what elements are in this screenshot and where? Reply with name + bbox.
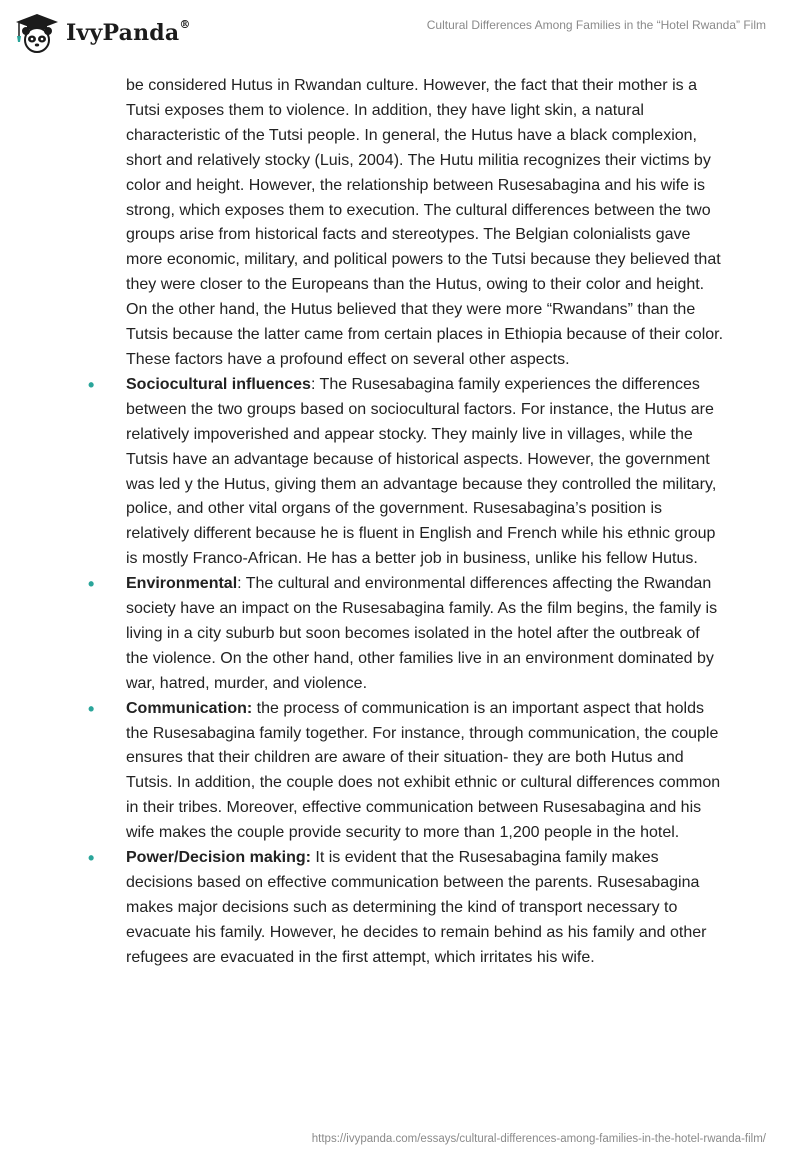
document-title: Cultural Differences Among Families in the “Hotel Rwanda” Film [426,18,766,32]
bullet-term: Environmental [126,575,238,593]
essay-content [88,74,726,971]
bullet-icon: • [88,374,95,395]
list-item [88,697,726,846]
page-header [0,0,800,70]
registered-mark: ® [179,18,191,31]
brand-text: IvyPanda [66,20,180,46]
bullet-list [88,373,726,971]
bullet-term: Communication: [126,699,253,717]
bullet-term: Sociocultural influences [126,375,311,393]
bullet-icon: • [88,574,95,595]
brand-name [66,20,191,46]
panda-graduate-icon [14,12,60,54]
bullet-icon: • [88,698,95,719]
bullet-text: : The cultural and environmental differences affecting the Rwandan society have an impact on the Rusesabagina family. As the film begins, the family is living in a city suburb but soon becomes isolated in the hotel after the outbreak of the violence. On the other hand, other families live in an environment dominated by war, hatred, murder, and violence. [126,575,718,692]
bullet-text: the process of communication is an important aspect that holds the Rusesabagina family together. For instance, through communication, the couple ensures that their children are aware of their situation- they are both Hutus and Tutsis. In addition, the couple does not exhibit ethnic or cultural differences common in their tribes. Moreover, effective communication between Rusesabagina and his wife makes the couple provide security to more than 1,200 people in the hotel. [126,699,721,842]
ivypanda-logo[interactable] [14,12,191,54]
intro-paragraph: be considered Hutus in Rwandan culture. However, the fact that their mother is a Tutsi exposes them to violence. In addition, they have light skin, a natural characteristic of the Tutsi people. In general, the Hutus have a black complexion, short and relatively stocky (Luis, 2004). The Hutu militia recognizes their victims by color and height. However, the relationship between Rusesabagina and his wife is strong, which exposes them to execution. The cultural differences between the two groups arise from historical facts and stereotypes. The Belgian colonialists gave more economic, military, and political powers to the Tutsi because they believed that they were closer to the Europeans than the Hutus, owing to their color and height. On the other hand, the Hutus believed that they were more “Rwandans” than the Tutsis because the latter came from certain places in Ethiopia because of their color. These factors have a profound effect on several other aspects. [126,77,724,368]
source-url-link[interactable]: https://ivypanda.com/essays/cultural-differences-among-families-in-the-hotel-rwanda-film/ [311,1133,766,1145]
bullet-text: : The Rusesabagina family experiences the differences between the two groups based on sociocultural factors. For instance, the Hutus are relatively impoverished and appear stocky. They mainly live in villages, while the Tutsis have an advantage because of historical aspects. However, the government was led y the Hutus, giving them an advantage because they controlled the military, police, and other vital organs of the government. Rusesabagina’s position is relatively different because he is fluent in English and French while his ethnic group is mostly Franco-African. He has a better job in business, unlike his fellow Hutus. [126,375,717,568]
bullet-icon: • [88,848,95,869]
list-item [88,572,726,697]
list-item [88,846,726,971]
list-item [88,373,726,572]
bullet-text: It is evident that the Rusesabagina family makes decisions based on effective communication between the parents. Rusesabagina makes major decisions such as determining the kind of transport necessary to evacuate his family. However, he decides to remain behind as his family and other refugees are evacuated in the first attempt, which irritates his wife. [126,849,707,966]
bullet-term: Power/Decision making: [126,849,311,867]
